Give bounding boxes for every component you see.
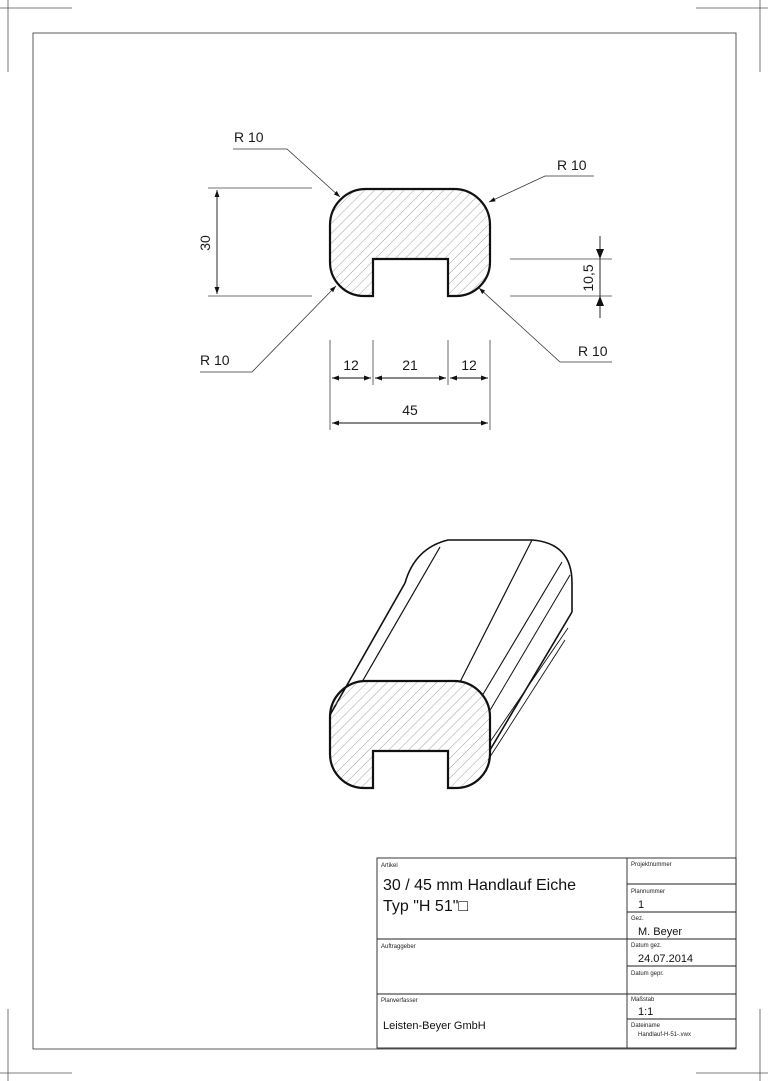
- planverfasser-label: Planverfasser: [381, 998, 418, 1004]
- left-width-label: 12: [343, 357, 359, 373]
- projektnummer-label: Projektnummer: [631, 862, 672, 868]
- radius-leader-top-right: [489, 157, 594, 202]
- total-width-label: 45: [402, 402, 418, 418]
- height-dimension-label: 30: [197, 235, 213, 251]
- plannummer-label: Plannummer: [631, 889, 666, 895]
- radius-label-bottom-right: R 10: [578, 343, 608, 359]
- gez-label: Gez.: [631, 916, 644, 922]
- groove-width-label: 21: [402, 357, 418, 373]
- datum-gez-value: 24.07.2014: [638, 953, 694, 965]
- datum-gepr-label: Datum gepr.: [631, 971, 664, 977]
- radius-label-top-left: R 10: [234, 129, 264, 145]
- massstab-label: Maßstab: [631, 997, 655, 1003]
- gez-value: M. Beyer: [638, 926, 683, 938]
- plannummer-value: 1: [638, 899, 645, 911]
- dateiname-label: Dateiname: [631, 1023, 661, 1029]
- groove-depth-label: 10,5: [580, 264, 596, 292]
- artikel-line2: Typ "H 51"□: [383, 898, 469, 915]
- datum-gez-label: Datum gez.: [631, 943, 662, 949]
- artikel-line1: 30 / 45 mm Handlauf Eiche: [383, 877, 576, 894]
- profile-cross-section: [330, 189, 490, 296]
- planverfasser-value: Leisten-Beyer GmbH: [383, 1020, 486, 1032]
- massstab-value: 1:1: [638, 1006, 654, 1018]
- auftraggeber-label: Auftraggeber: [381, 944, 416, 950]
- radius-leader-top-left: [233, 129, 340, 197]
- dateiname-value: Handlauf-H-51-.vwx: [638, 1032, 692, 1038]
- artikel-label: Artikel: [381, 863, 398, 869]
- radius-label-top-right: R 10: [557, 157, 587, 173]
- isometric-front-face: [330, 681, 490, 788]
- groove-depth-arrow-top: [596, 249, 604, 259]
- groove-depth-arrow-bottom: [596, 296, 604, 306]
- radius-leader-bottom-left: [200, 286, 336, 372]
- radius-label-bottom-left: R 10: [200, 352, 230, 368]
- radius-leader-bottom-right: [479, 288, 612, 362]
- right-width-label: 12: [461, 357, 477, 373]
